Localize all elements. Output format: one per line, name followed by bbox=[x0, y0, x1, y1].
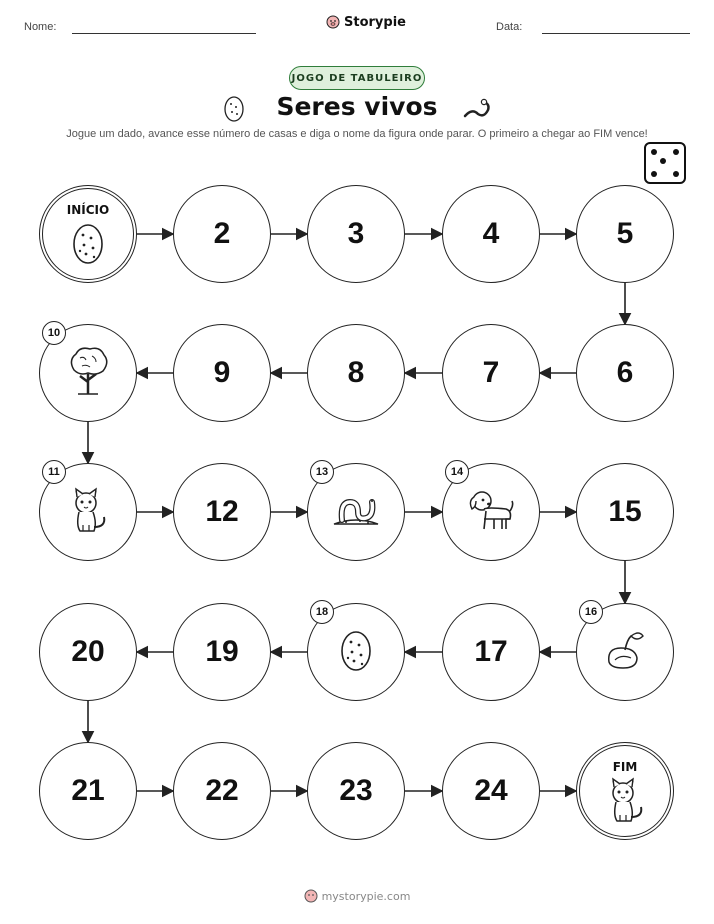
space-number: 12 bbox=[205, 495, 239, 528]
space-number: 9 bbox=[213, 356, 231, 389]
name-label: Nome: bbox=[24, 21, 57, 33]
space-number: 19 bbox=[205, 635, 239, 668]
space-number-tag: 18 bbox=[310, 600, 334, 624]
start-space bbox=[39, 185, 137, 283]
tree-icon bbox=[66, 346, 110, 400]
space-number: 24 bbox=[474, 774, 508, 807]
board-space-16 bbox=[576, 603, 674, 701]
worm-icon bbox=[328, 492, 384, 532]
board-space-23 bbox=[307, 742, 405, 840]
cat-icon bbox=[66, 485, 110, 539]
space-number: 8 bbox=[347, 356, 365, 389]
game-type-badge: JOGO DE TABULEIRO bbox=[289, 66, 425, 90]
board-space-12 bbox=[173, 463, 271, 561]
space-number: 6 bbox=[616, 356, 634, 389]
board-space-24 bbox=[442, 742, 540, 840]
board-space-19 bbox=[173, 603, 271, 701]
space-number: 21 bbox=[71, 774, 105, 807]
footer-url: mystorypie.com bbox=[321, 889, 411, 903]
space-number: 23 bbox=[339, 774, 373, 807]
cat-icon bbox=[603, 775, 647, 829]
start-label: INÍCIO bbox=[66, 203, 110, 217]
space-number: 20 bbox=[71, 635, 105, 668]
space-number: 2 bbox=[213, 217, 231, 250]
space-number-tag: 13 bbox=[310, 460, 334, 484]
board-space-8 bbox=[307, 324, 405, 422]
space-number: 5 bbox=[616, 217, 634, 250]
title-text: Seres vivos bbox=[276, 92, 438, 121]
space-number: 3 bbox=[347, 217, 365, 250]
finish-label: FIM bbox=[612, 760, 638, 774]
date-label: Data: bbox=[496, 21, 523, 33]
board-space-21 bbox=[39, 742, 137, 840]
board-space-10 bbox=[39, 324, 137, 422]
pig-mascot-icon bbox=[304, 888, 318, 904]
board-space-22 bbox=[173, 742, 271, 840]
space-number-tag: 14 bbox=[445, 460, 469, 484]
egg-icon bbox=[338, 628, 374, 676]
board-space-11 bbox=[39, 463, 137, 561]
space-number-tag: 10 bbox=[42, 321, 66, 345]
space-number-tag: 16 bbox=[579, 600, 603, 624]
board-space-18 bbox=[307, 603, 405, 701]
space-number: 17 bbox=[474, 635, 508, 668]
space-number: 4 bbox=[482, 217, 500, 250]
board-space-17 bbox=[442, 603, 540, 701]
dog-icon bbox=[466, 487, 516, 537]
egg-icon bbox=[70, 221, 106, 269]
board-space-5 bbox=[576, 185, 674, 283]
seed-icon bbox=[603, 628, 647, 676]
board-space-20 bbox=[39, 603, 137, 701]
space-number: 22 bbox=[205, 774, 239, 807]
brand-name: Storypie bbox=[344, 14, 406, 30]
board-space-3 bbox=[307, 185, 405, 283]
instructions: Jogue um dado, avance esse número de casas e diga o nome da figura onde parar. O primeiro a chegar ao FIM vence! bbox=[66, 128, 648, 140]
board-space-7 bbox=[442, 324, 540, 422]
space-number-tag: 11 bbox=[42, 460, 66, 484]
board-space-2 bbox=[173, 185, 271, 283]
space-number: 15 bbox=[608, 495, 642, 528]
board-space-14 bbox=[442, 463, 540, 561]
footer bbox=[0, 888, 714, 904]
board-space-13 bbox=[307, 463, 405, 561]
finish-space bbox=[576, 742, 674, 840]
board-space-15 bbox=[576, 463, 674, 561]
board-space-6 bbox=[576, 324, 674, 422]
space-number: 7 bbox=[482, 356, 500, 389]
board-space-9 bbox=[173, 324, 271, 422]
board-space-4 bbox=[442, 185, 540, 283]
